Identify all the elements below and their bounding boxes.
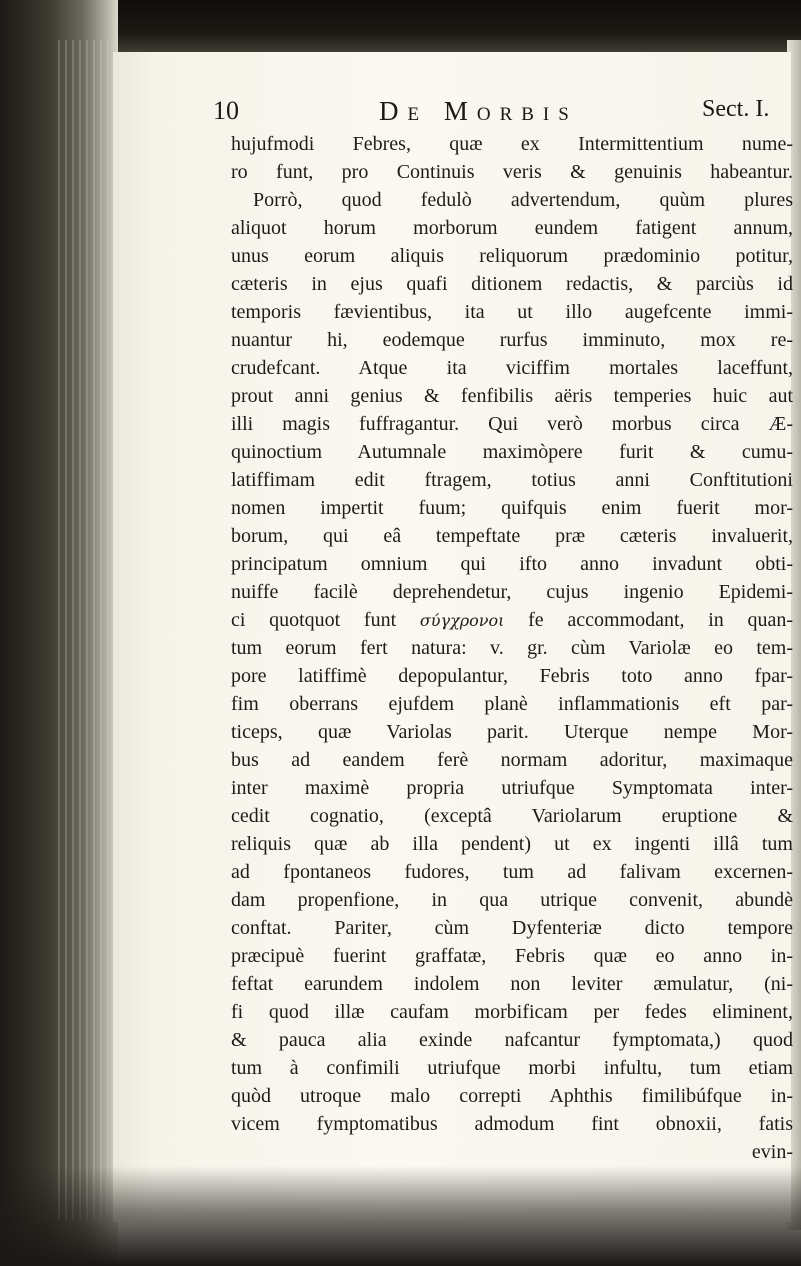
text-fragment: fe accommodant, in quan-	[528, 609, 794, 631]
book-top-edge	[0, 0, 801, 58]
text-line: hujufmodi Febres, quæ ex Intermittentium nume-	[231, 133, 793, 155]
text-line: nuantur hi, eodemque rurfus imminuto, mox re-	[231, 329, 793, 351]
book-bottom-edge	[0, 1166, 801, 1266]
text-line: ad fpontaneos fudores, tum ad falivam excernen-	[231, 861, 793, 883]
text-line: aliquot horum morborum eundem fatigent annum,	[231, 217, 793, 239]
text-line: & pauca alia exinde nafcantur fymptomata,) quod	[231, 1029, 793, 1051]
text-line: feftat earundem indolem non leviter æmulatur, (ni-	[231, 973, 793, 995]
text-line: borum, qui eâ tempeftate præ cæteris invaluerit,	[231, 525, 793, 547]
text-line: fim oberrans ejufdem planè inflammationis eft par-	[231, 693, 793, 715]
text-line: latiffimam edit ftragem, totius anni Conftitutioni	[231, 469, 793, 491]
text-line-with-greek	[231, 606, 793, 634]
text-line: ro funt, pro Continuis veris & genuinis habeantur.	[231, 161, 793, 183]
text-line: dam propenfione, in qua utrique convenit, abundè	[231, 889, 793, 911]
page-header	[113, 96, 791, 132]
text-line: principatum omnium qui ifto anno invadunt obti-	[231, 553, 793, 575]
text-line: crudefcant. Atque ita viciffim mortales laceffunt,	[231, 357, 793, 379]
running-head: De Morbis	[379, 96, 578, 126]
text-line: bus ad eandem ferè normam adoritur, maximaque	[231, 749, 793, 771]
page-number: 10	[213, 96, 239, 125]
text-line: tum à confimili utriufque morbi infultu, tum etiam	[231, 1057, 793, 1079]
text-line: prout anni genius & fenfibilis aëris temperies huic aut	[231, 385, 793, 407]
text-line: tum eorum fert natura: v. gr. cùm Variolæ eo tem-	[231, 637, 793, 659]
text-fragment: ci quotquot funt	[231, 609, 397, 631]
binding-gutter	[0, 0, 118, 1266]
text-line: vicem fymptomatibus admodum fint obnoxii, fatis	[231, 1113, 793, 1135]
greek-word: σύγχρονοι	[419, 611, 505, 630]
body-text	[231, 130, 793, 1166]
text-line: ticeps, quæ Variolas parit. Uterque nempe Mor-	[231, 721, 793, 743]
text-line: nuiffe facilè deprehendetur, cujus ingenio Epidemi-	[231, 581, 793, 603]
text-line: reliquis quæ ab illa pendent) ut ex ingenti illâ tum	[231, 833, 793, 855]
text-line: quòd utroque malo correpti Aphthis fimilibúfque in-	[231, 1085, 793, 1107]
text-line: fi quod illæ caufam morbificam per fedes eliminent,	[231, 1001, 793, 1023]
text-line: nomen impertit fuum; quifquis enim fuerit mor-	[231, 497, 793, 519]
catchword: evin-	[751, 1141, 793, 1163]
text-line: præcipuè fuerint graffatæ, Febris quæ eo anno in-	[231, 945, 793, 967]
text-line: Porrò, quod fedulò advertendum, quùm plures	[253, 189, 793, 211]
text-line: conftat. Pariter, cùm Dyfenteriæ dicto tempore	[231, 917, 793, 939]
text-line: pore latiffimè depopulantur, Febris toto anno fpar-	[231, 665, 793, 687]
text-line: cedit cognatio, (exceptâ Variolarum eruptione &	[231, 805, 793, 827]
text-line: temporis fævientibus, ita ut illo augefcente immi-	[231, 301, 793, 323]
binding-stitching	[58, 40, 108, 1220]
section-mark: Sect. I.	[702, 96, 770, 122]
book-page	[112, 52, 794, 1222]
text-line: quinoctium Autumnale maximòpere furit & cumu-	[231, 441, 793, 463]
text-line: cæteris in ejus quafi ditionem redactis, & parciùs id	[231, 273, 793, 295]
text-line: unus eorum aliquis reliquorum prædominio potitur,	[231, 245, 793, 267]
text-line: illi magis fuffragantur. Qui verò morbus circa Æ-	[231, 413, 793, 435]
text-line: inter maximè propria utriufque Symptomata inter-	[231, 777, 793, 799]
